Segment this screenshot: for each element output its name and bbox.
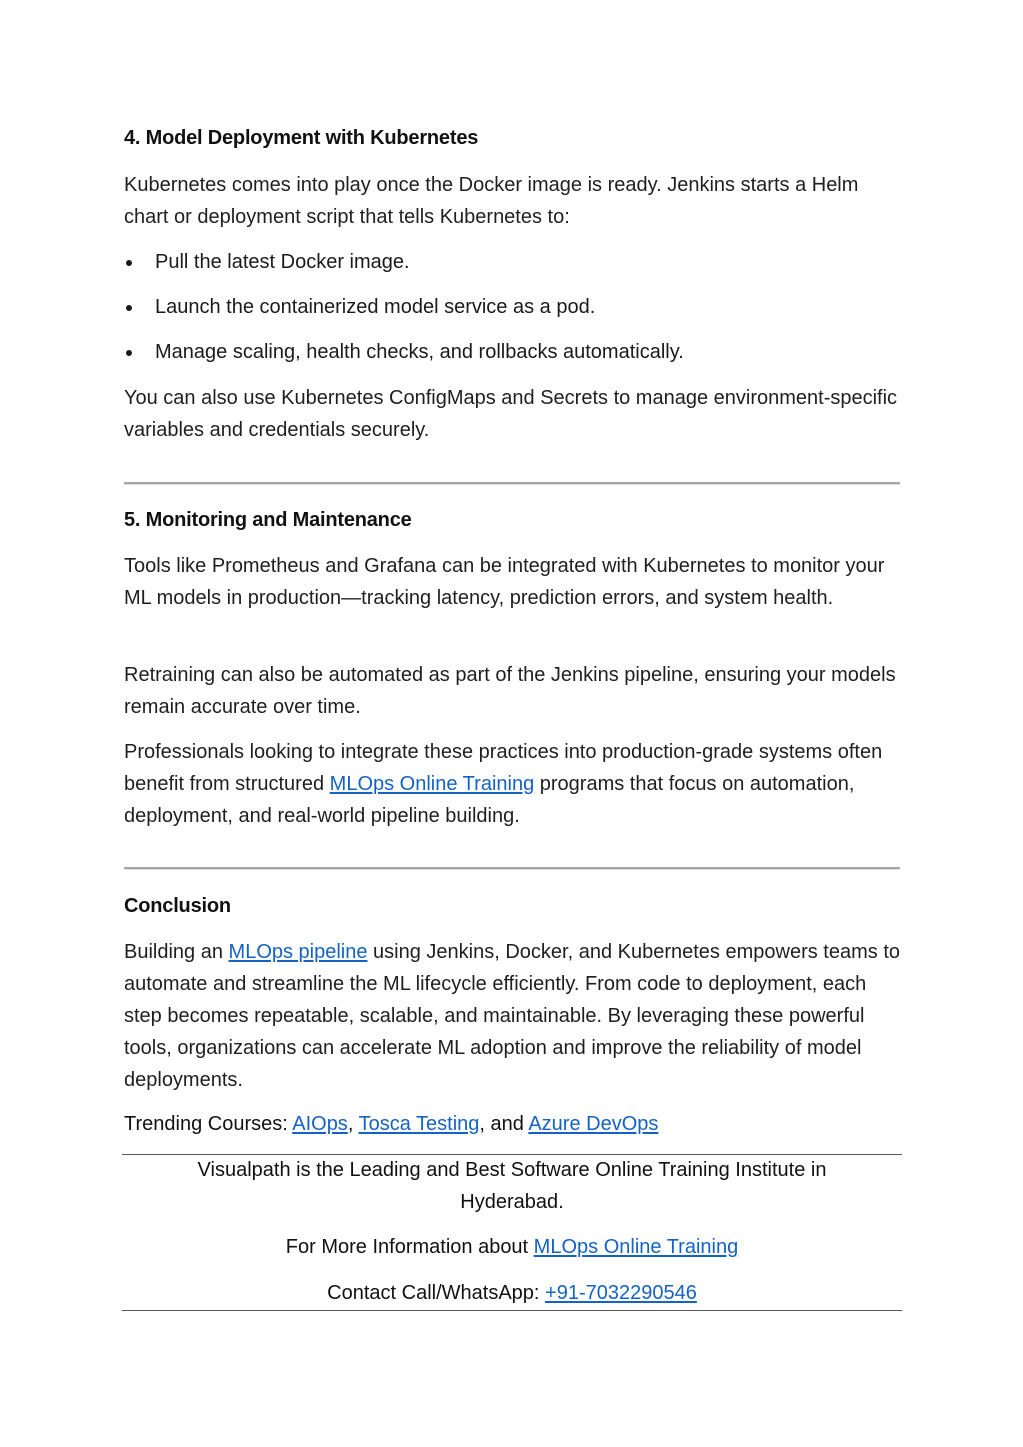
list-item-text: Manage scaling, health checks, and rollbacks automatically.	[155, 341, 684, 363]
trending-label: Trending Courses:	[124, 1113, 293, 1135]
azure-devops-link[interactable]: Azure DevOps	[528, 1113, 659, 1135]
section-4-heading: 4. Model Deployment with Kubernetes	[124, 127, 479, 149]
list-item-text: Launch the containerized model service as a pod.	[155, 296, 596, 318]
more-info-label: For More Information about	[285, 1236, 534, 1258]
section-5-paragraph-3	[124, 736, 900, 832]
separator-text: , and	[479, 1113, 529, 1135]
section-5-paragraph-1: Tools like Prometheus and Grafana can be integrated with Kubernetes to monitor your ML models in production—tracking latency, prediction errors, and system health.	[124, 555, 885, 609]
section-divider	[124, 867, 900, 870]
section-4-intro: Kubernetes comes into play once the Docker image is ready. Jenkins starts a Helm chart or deployment script that tells Kubernetes to:	[124, 174, 859, 228]
mlops-online-training-footer-link[interactable]: MLOps Online Training	[533, 1236, 739, 1258]
mlops-online-training-link[interactable]: MLOps Online Training	[329, 773, 535, 795]
bullet-icon	[126, 305, 132, 311]
trending-courses-line	[124, 1108, 900, 1140]
section-4-bullet-list	[124, 246, 900, 368]
section-5-heading: 5. Monitoring and Maintenance	[124, 509, 412, 531]
paragraph-text: Building an	[124, 941, 229, 963]
phone-link[interactable]: +91-7032290546	[545, 1282, 697, 1304]
bullet-icon	[126, 350, 132, 356]
list-item-text: Pull the latest Docker image.	[155, 251, 410, 273]
section-divider	[124, 482, 900, 485]
mlops-pipeline-link[interactable]: MLOps pipeline	[228, 941, 368, 963]
contact-line	[122, 1277, 902, 1309]
conclusion-paragraph	[124, 936, 900, 1096]
paragraph-text: programs that focus on automation, deployment, and real-world pipeline building.	[124, 773, 855, 827]
tosca-testing-link[interactable]: Tosca Testing	[358, 1113, 480, 1135]
bullet-icon	[126, 260, 132, 266]
conclusion-heading: Conclusion	[124, 895, 231, 917]
more-info-line	[122, 1231, 902, 1263]
list-item	[124, 336, 900, 368]
institute-line: Visualpath is the Leading and Best Software Online Training Institute in Hyderabad.	[197, 1159, 827, 1213]
paragraph-text: using Jenkins, Docker, and Kubernetes empowers teams to automate and streamline the ML lifecycle efficiently. From code to deployment, each step becomes repeatable, scalable, and maintainable. By leveraging these powerful tools, organizations can accelerate ML adoption and improve the reliability of model deployments.	[124, 941, 900, 1091]
section-5-paragraph-2: Retraining can also be automated as part of the Jenkins pipeline, ensuring your models remain accurate over time.	[124, 664, 896, 718]
paragraph-text: Professionals looking to integrate these practices into production-grade systems often benefit from structured	[124, 741, 883, 795]
contact-label: Contact Call/WhatsApp:	[327, 1282, 546, 1304]
section-4-outro: You can also use Kubernetes ConfigMaps and Secrets to manage environment-specific variables and credentials securely.	[124, 387, 898, 441]
aiops-link[interactable]: AIOps	[292, 1113, 348, 1135]
footer-bottom-rule	[122, 1310, 902, 1311]
list-item	[124, 246, 900, 278]
separator-text: ,	[347, 1113, 359, 1135]
list-item	[124, 291, 900, 323]
